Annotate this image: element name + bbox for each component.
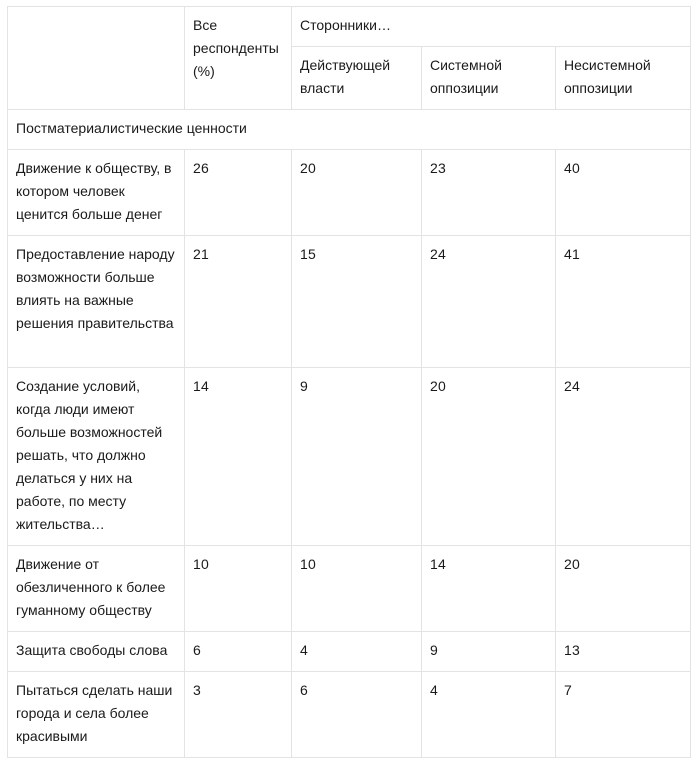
value-systemic-opposition: 20 bbox=[422, 368, 556, 546]
values-table bbox=[7, 6, 691, 758]
subheader-nonsystemic-opposition: Несистемной оппозиции bbox=[556, 47, 691, 110]
value-systemic-opposition: 9 bbox=[422, 632, 556, 672]
value-all-respondents: 26 bbox=[185, 150, 292, 236]
section-row bbox=[8, 110, 691, 150]
value-current-government: 15 bbox=[292, 236, 422, 368]
table-row bbox=[8, 672, 691, 758]
row-label: Предоставление народу возможности больше влиять на важные решения правительства bbox=[8, 236, 185, 368]
subheader-systemic-opposition: Системной оппозиции bbox=[422, 47, 556, 110]
value-nonsystemic-opposition: 40 bbox=[556, 150, 691, 236]
value-systemic-opposition: 24 bbox=[422, 236, 556, 368]
value-systemic-opposition: 4 bbox=[422, 672, 556, 758]
value-all-respondents: 10 bbox=[185, 546, 292, 632]
value-nonsystemic-opposition: 24 bbox=[556, 368, 691, 546]
header-row bbox=[8, 7, 691, 47]
header-empty-cell bbox=[8, 7, 185, 110]
value-systemic-opposition: 14 bbox=[422, 546, 556, 632]
subheader-current-government: Действующей власти bbox=[292, 47, 422, 110]
value-nonsystemic-opposition: 7 bbox=[556, 672, 691, 758]
value-current-government: 9 bbox=[292, 368, 422, 546]
table-row bbox=[8, 236, 691, 368]
table-row bbox=[8, 150, 691, 236]
row-label: Пытаться сделать наши города и села более красивыми bbox=[8, 672, 185, 758]
table-row bbox=[8, 368, 691, 546]
value-all-respondents: 14 bbox=[185, 368, 292, 546]
table-row bbox=[8, 546, 691, 632]
value-nonsystemic-opposition: 20 bbox=[556, 546, 691, 632]
value-nonsystemic-opposition: 13 bbox=[556, 632, 691, 672]
header-all-respondents: Все респонденты (%) bbox=[185, 7, 292, 110]
header-supporters: Сторонники… bbox=[292, 7, 691, 47]
table-row bbox=[8, 632, 691, 672]
row-label: Движение от обезличенного к более гуманному обществу bbox=[8, 546, 185, 632]
value-nonsystemic-opposition: 41 bbox=[556, 236, 691, 368]
value-current-government: 10 bbox=[292, 546, 422, 632]
value-current-government: 20 bbox=[292, 150, 422, 236]
value-systemic-opposition: 23 bbox=[422, 150, 556, 236]
row-label: Создание условий, когда люди имеют больше возможностей решать, что должно делаться у них на работе, по месту жительства… bbox=[8, 368, 185, 546]
value-all-respondents: 6 bbox=[185, 632, 292, 672]
section-title: Постматериалистические ценности bbox=[8, 110, 691, 150]
value-all-respondents: 3 bbox=[185, 672, 292, 758]
row-label: Защита свободы слова bbox=[8, 632, 185, 672]
value-current-government: 4 bbox=[292, 632, 422, 672]
value-current-government: 6 bbox=[292, 672, 422, 758]
row-label: Движение к обществу, в котором человек ценится больше денег bbox=[8, 150, 185, 236]
value-all-respondents: 21 bbox=[185, 236, 292, 368]
